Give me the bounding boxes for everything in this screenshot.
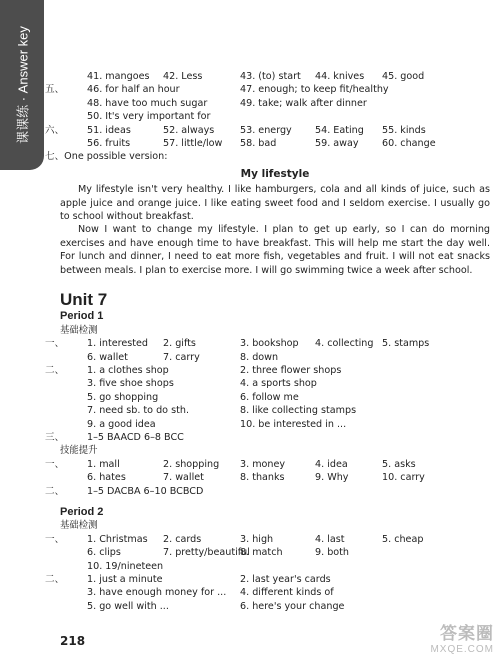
answer-item: 9. both [315,547,350,559]
answer-item: 50. It's very important for [87,111,211,123]
answer-row [45,458,490,471]
answer-item: 58. bad [240,137,277,149]
side-tab-label: 课课练 · Answer key [15,26,31,144]
answer-item: 7. wallet [163,472,204,484]
answer-row [60,377,490,390]
section-number: 二、 [45,573,65,585]
answer-item: 1. mall [87,458,120,470]
answer-row [60,586,490,599]
answer-item: 46. for half an hour [87,84,180,96]
answer-item: 2. cards [163,533,202,545]
answer-item: 1–5 DACBA 6–10 BCBCD [87,485,204,497]
section-number: 三、 [45,431,65,443]
answer-row [45,124,490,137]
answer-item: 5. go shopping [87,391,159,403]
answer-item: 43. (to) start [240,71,301,82]
page-number: 218 [60,634,86,648]
answer-item: 1. interested [87,338,149,350]
answer-item: 3. money [240,458,286,470]
unit-title: Unit 7 [60,289,108,309]
answer-item: 3. five shoe shops [87,378,174,390]
answer-row [60,97,490,110]
answer-item: 8. down [240,351,279,363]
answer-item: 44. knives [315,71,365,82]
essay-title: My lifestyle [240,167,310,180]
essay-paragraph-1: My lifestyle isn't very healthy. I like hamburgers, cola and all kinds of juice, such as apple juice and orange juice. I like eating sweet food and I seldom exercise. I usually go to school without breakfast. [60,184,490,222]
answer-row [60,600,490,613]
answer-item: 7. need sb. to do sth. [87,405,189,417]
answer-item: 5. asks [382,458,416,470]
answer-item: 2. last year's cards [240,573,331,585]
section-number: 一、 [45,533,65,545]
answer-item: 54. Eating [315,124,364,136]
answer-item: 4. different kinds of [240,587,334,599]
answer-item: 10. 19/nineteen [87,560,164,572]
answer-item: 9. a good idea [87,418,156,430]
period-1-advance-heading: 技能提升 [60,445,98,457]
answer-item: 1. a clothes shop [87,364,169,376]
answer-row [45,337,490,350]
answer-item: 2. shopping [163,458,220,470]
section-number: 一、 [45,458,65,470]
answer-row [45,533,490,546]
essay [60,168,490,277]
answer-item: 8. like collecting stamps [240,405,357,417]
answer-content [45,70,490,613]
answer-item: 52. always [163,124,215,136]
answer-item: 2. gifts [163,338,196,350]
answer-row [45,431,490,444]
section-number: 二、 [45,485,65,497]
answer-item: 8. thanks [240,472,285,484]
answer-row [45,83,490,96]
side-tab [0,0,44,170]
essay-paragraph-2: Now I want to change my lifestyle. I plan to get up early, so I can do morning exercises and have enough time to have breakfast. This will help me start the day well. For lunch and dinner, I need to eat more fish, vegetables and fruit. I will not eat snacks between meals. I plan to exercise more. I will go swimming twice a week after school. [60,224,490,276]
watermark-logo: 答案圈 [440,624,494,643]
period-2-title: Period 2 [60,505,104,518]
watermark-url: MXQE.COM [430,644,494,655]
answer-row [60,418,490,431]
section-number: 五、 [45,84,65,96]
answer-row [60,351,490,364]
answer-item: 49. take; walk after dinner [240,97,367,109]
answer-item: 6. clips [87,547,121,559]
answer-item: 56. fruits [87,137,131,149]
answer-item: 3. high [240,533,274,545]
answer-item: 1–5 BAACD 6–8 BCC [87,431,184,443]
answer-item: 4. collecting [315,338,374,350]
answer-item: 6. follow me [240,391,299,403]
watermark [402,619,494,655]
answer-row [45,573,490,586]
answer-item: 4. idea [315,458,348,470]
answer-row [60,137,490,150]
answer-item: 57. little/low [163,137,223,149]
answer-item: 4. a sports shop [240,378,317,390]
answer-item: 3. bookshop [240,338,299,350]
answer-item: 1. Christmas [87,533,148,545]
answer-item: 60. change [382,137,436,149]
answer-item: 6. wallet [87,351,128,363]
answer-row [45,485,490,498]
answer-item: 3. have enough money for ... [87,587,227,599]
answer-item: 55. kinds [382,124,426,136]
answer-item: 6. here's your change [240,600,345,612]
answer-item: 48. have too much sugar [87,97,208,109]
answer-item: 7. carry [163,351,200,363]
answer-item: 41. mangoes [87,71,150,82]
section-number: 一、 [45,338,65,350]
section-seven-label: 七、One possible version: [45,151,168,163]
answer-row [45,364,490,377]
answer-item: 6. hates [87,472,126,484]
answer-item: 2. three flower shops [240,364,342,376]
answer-item: 45. good [382,71,425,82]
answer-row [60,471,490,484]
answer-item: 42. Less [163,71,203,82]
answer-item: 4. last [315,533,345,545]
answer-item: 1. just a minute [87,573,163,585]
answer-row [60,404,490,417]
answer-row [60,560,490,573]
answer-row [60,391,490,404]
answer-item: 5. cheap [382,533,424,545]
period-1-basic-rows [45,337,490,444]
answer-row [60,70,490,83]
answer-item: 7. pretty/beautiful [163,547,250,559]
answer-item: 9. Why [315,472,349,484]
period-2-basic-rows [45,533,490,613]
period-1-title: Period 1 [60,310,104,323]
top-answer-rows [45,70,490,150]
answer-item: 53. energy [240,124,292,136]
answer-item: 10. be interested in ... [240,418,347,430]
answer-item: 47. enough; to keep fit/healthy [240,84,389,96]
period-1-advance-rows [45,458,490,498]
answer-item: 5. go well with ... [87,600,169,612]
answer-row [60,110,490,123]
answer-row [60,546,490,559]
section-number: 六、 [45,124,65,136]
answer-item: 51. ideas [87,124,131,136]
answer-item: 59. away [315,137,359,149]
answer-item: 5. stamps [382,338,430,350]
period-2-basic-heading: 基础检测 [60,520,98,532]
answer-item: 8. match [240,547,283,559]
section-number: 二、 [45,364,65,376]
answer-item: 10. carry [382,472,425,484]
period-1-basic-heading: 基础检测 [60,324,98,336]
